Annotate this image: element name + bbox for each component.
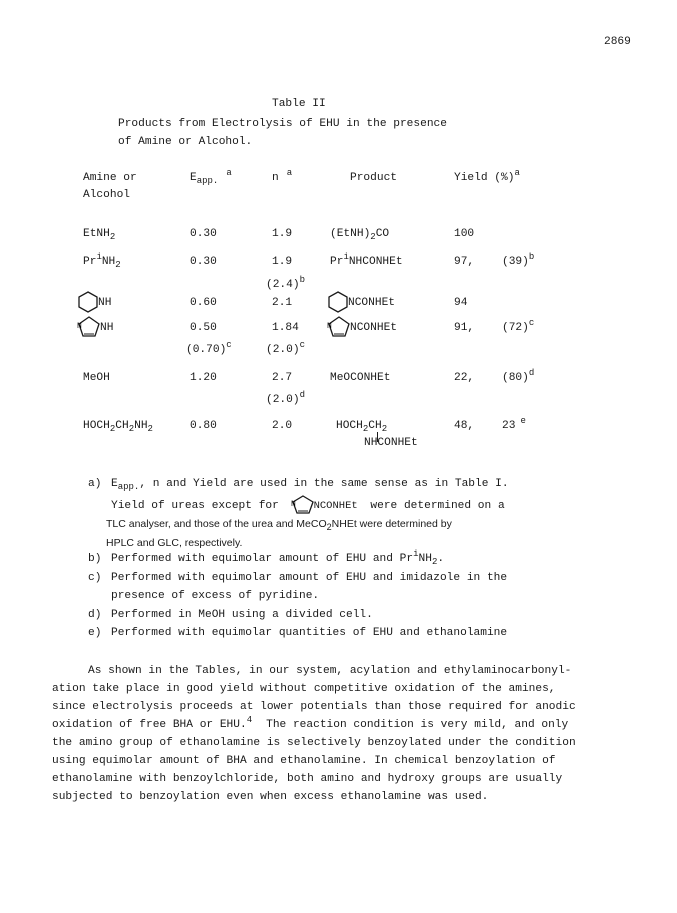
header-alcohol: Alcohol xyxy=(83,189,130,201)
row2-e: 0.30 xyxy=(190,256,217,268)
footnote-e-text: Performed with equimolar quantities of EHU and ethanolamine xyxy=(111,627,508,639)
row4-e-alt: $(0.70)^c$ xyxy=(186,340,232,356)
footnote-b-text: Performed with equimolar amount of EHU and $Pr^iNH_2$. xyxy=(111,549,445,567)
footnote-a-line2: Yield of ureas except for N NCONHEt were determined on a xyxy=(111,494,505,516)
body-line-3: since electrolysis proceeds at lower potentials than those required for anodic xyxy=(52,701,576,713)
row6-yield-alt: 23 $^e$ xyxy=(502,416,526,432)
footnote-a-line4: HPLC and GLC, respectively. xyxy=(106,537,243,549)
row6-e: 0.80 xyxy=(190,420,217,432)
row5-product: MeOCONHEt xyxy=(330,372,391,384)
imidazole-ring-icon xyxy=(290,494,316,516)
footnote-c-mark: c) xyxy=(88,572,102,584)
footnote-e-mark: e) xyxy=(88,627,102,639)
row2-amine: $Pr^iNH_2$ xyxy=(83,252,121,270)
row1-n: 1.9 xyxy=(272,228,293,240)
row5-n-alt: $(2.0)^d$ xyxy=(266,390,305,406)
footnote-a-mark: a) xyxy=(88,478,102,490)
row5-yield: 22, xyxy=(454,372,475,384)
row2-n: 1.9 xyxy=(272,256,293,268)
row2-yield-alt: $(39)^b$ xyxy=(502,252,535,268)
imidazole-ring-icon xyxy=(326,314,352,340)
body-line-2: ation take place in good yield without competitive oxidation of the amines, xyxy=(52,683,556,695)
row2-yield: 97, xyxy=(454,256,475,268)
footnote-d-mark: d) xyxy=(88,609,102,621)
row3-product: NCONHEt xyxy=(326,290,395,314)
row2-n-alt: $(2.4)^b$ xyxy=(266,275,305,291)
table-caption-line2: of Amine or Alcohol. xyxy=(118,136,253,148)
row4-yield-alt: $(72)^c$ xyxy=(502,318,535,334)
header-product: Product xyxy=(350,172,397,184)
svg-text:N: N xyxy=(290,500,296,509)
footnote-c-text: Performed with equimolar amount of EHU and imidazole in the xyxy=(111,572,508,584)
row5-e: 1.20 xyxy=(190,372,217,384)
row4-amine: N NH xyxy=(76,314,113,340)
row1-product: $(EtNH)_2CO$ xyxy=(330,228,390,242)
body-line-6: using equimolar amount of BHA and ethanolamine. In chemical benzoylation of xyxy=(52,755,556,767)
row3-yield: 94 xyxy=(454,297,468,309)
body-line-4: oxidation of free BHA or EHU.$^4$ The reaction condition is very mild, and only xyxy=(52,715,569,731)
svg-text:N: N xyxy=(327,322,332,331)
row5-yield-alt: $(80)^d$ xyxy=(502,368,535,384)
footnote-a-line1: $E_{app.}$, n and Yield are used in the same sense as in Table I. xyxy=(111,478,509,492)
body-line-7: ethanolamine with benzoylchloride, both amino and hydroxy groups are usually xyxy=(52,773,563,785)
body-line-5: the amino group of ethanolamine is selectively benzoylated under the condition xyxy=(52,737,576,749)
row4-n: 1.84 xyxy=(272,322,299,334)
row4-product: N NCONHEt xyxy=(326,314,397,340)
row4-n-alt: $(2.0)^c$ xyxy=(266,340,305,356)
piperidine-ring-icon xyxy=(326,290,350,314)
table-caption-line1: Products from Electrolysis of EHU in the presence xyxy=(118,118,447,130)
row5-n: 2.7 xyxy=(272,372,293,384)
row2-product: Pr$^i$NHCONHEt xyxy=(330,252,403,268)
row1-yield: 100 xyxy=(454,228,475,240)
row4-yield: 91, xyxy=(454,322,475,334)
header-yield: Yield (%)$^a$ xyxy=(454,168,520,184)
footnote-a-line3: TLC analyser, and those of the urea and MeCO$_2$NHEt were determined by xyxy=(106,518,452,532)
row6-amine: $HOCH_2CH_2NH_2$ xyxy=(83,420,153,434)
table-label: Table II xyxy=(272,98,326,110)
row5-amine: MeOH xyxy=(83,372,110,384)
page-number: 2869 xyxy=(604,36,631,48)
row3-n: 2.1 xyxy=(272,297,293,309)
row3-e: 0.60 xyxy=(190,297,217,309)
row4-e: 0.50 xyxy=(190,322,217,334)
body-line-1: As shown in the Tables, in our system, acylation and ethylaminocarbonyl- xyxy=(88,665,572,677)
piperidine-ring-icon xyxy=(76,290,100,314)
row1-e: 0.30 xyxy=(190,228,217,240)
footnote-c-text2: presence of excess of pyridine. xyxy=(111,590,320,602)
header-eapp: $E_{app.}^a$ xyxy=(190,168,232,186)
row6-n: 2.0 xyxy=(272,420,293,432)
imidazole-ring-icon xyxy=(76,314,102,340)
footnote-d-text: Performed in MeOH using a divided cell. xyxy=(111,609,373,621)
header-n: n $^a$ xyxy=(272,168,293,184)
footnote-b-mark: b) xyxy=(88,553,102,565)
body-line-8: subjected to benzoylation even when excess ethanolamine was used. xyxy=(52,791,489,803)
row6-product: $HOCH_2CH_2$ xyxy=(336,420,388,434)
row3-amine: NH xyxy=(76,290,111,314)
row1-amine: EtNH$_2$ xyxy=(83,228,116,242)
row6-yield: 48, xyxy=(454,420,475,432)
svg-text:N: N xyxy=(77,322,82,331)
row6-product-line2: NHCONHEt xyxy=(364,437,418,449)
header-amine: Amine or xyxy=(83,172,137,184)
